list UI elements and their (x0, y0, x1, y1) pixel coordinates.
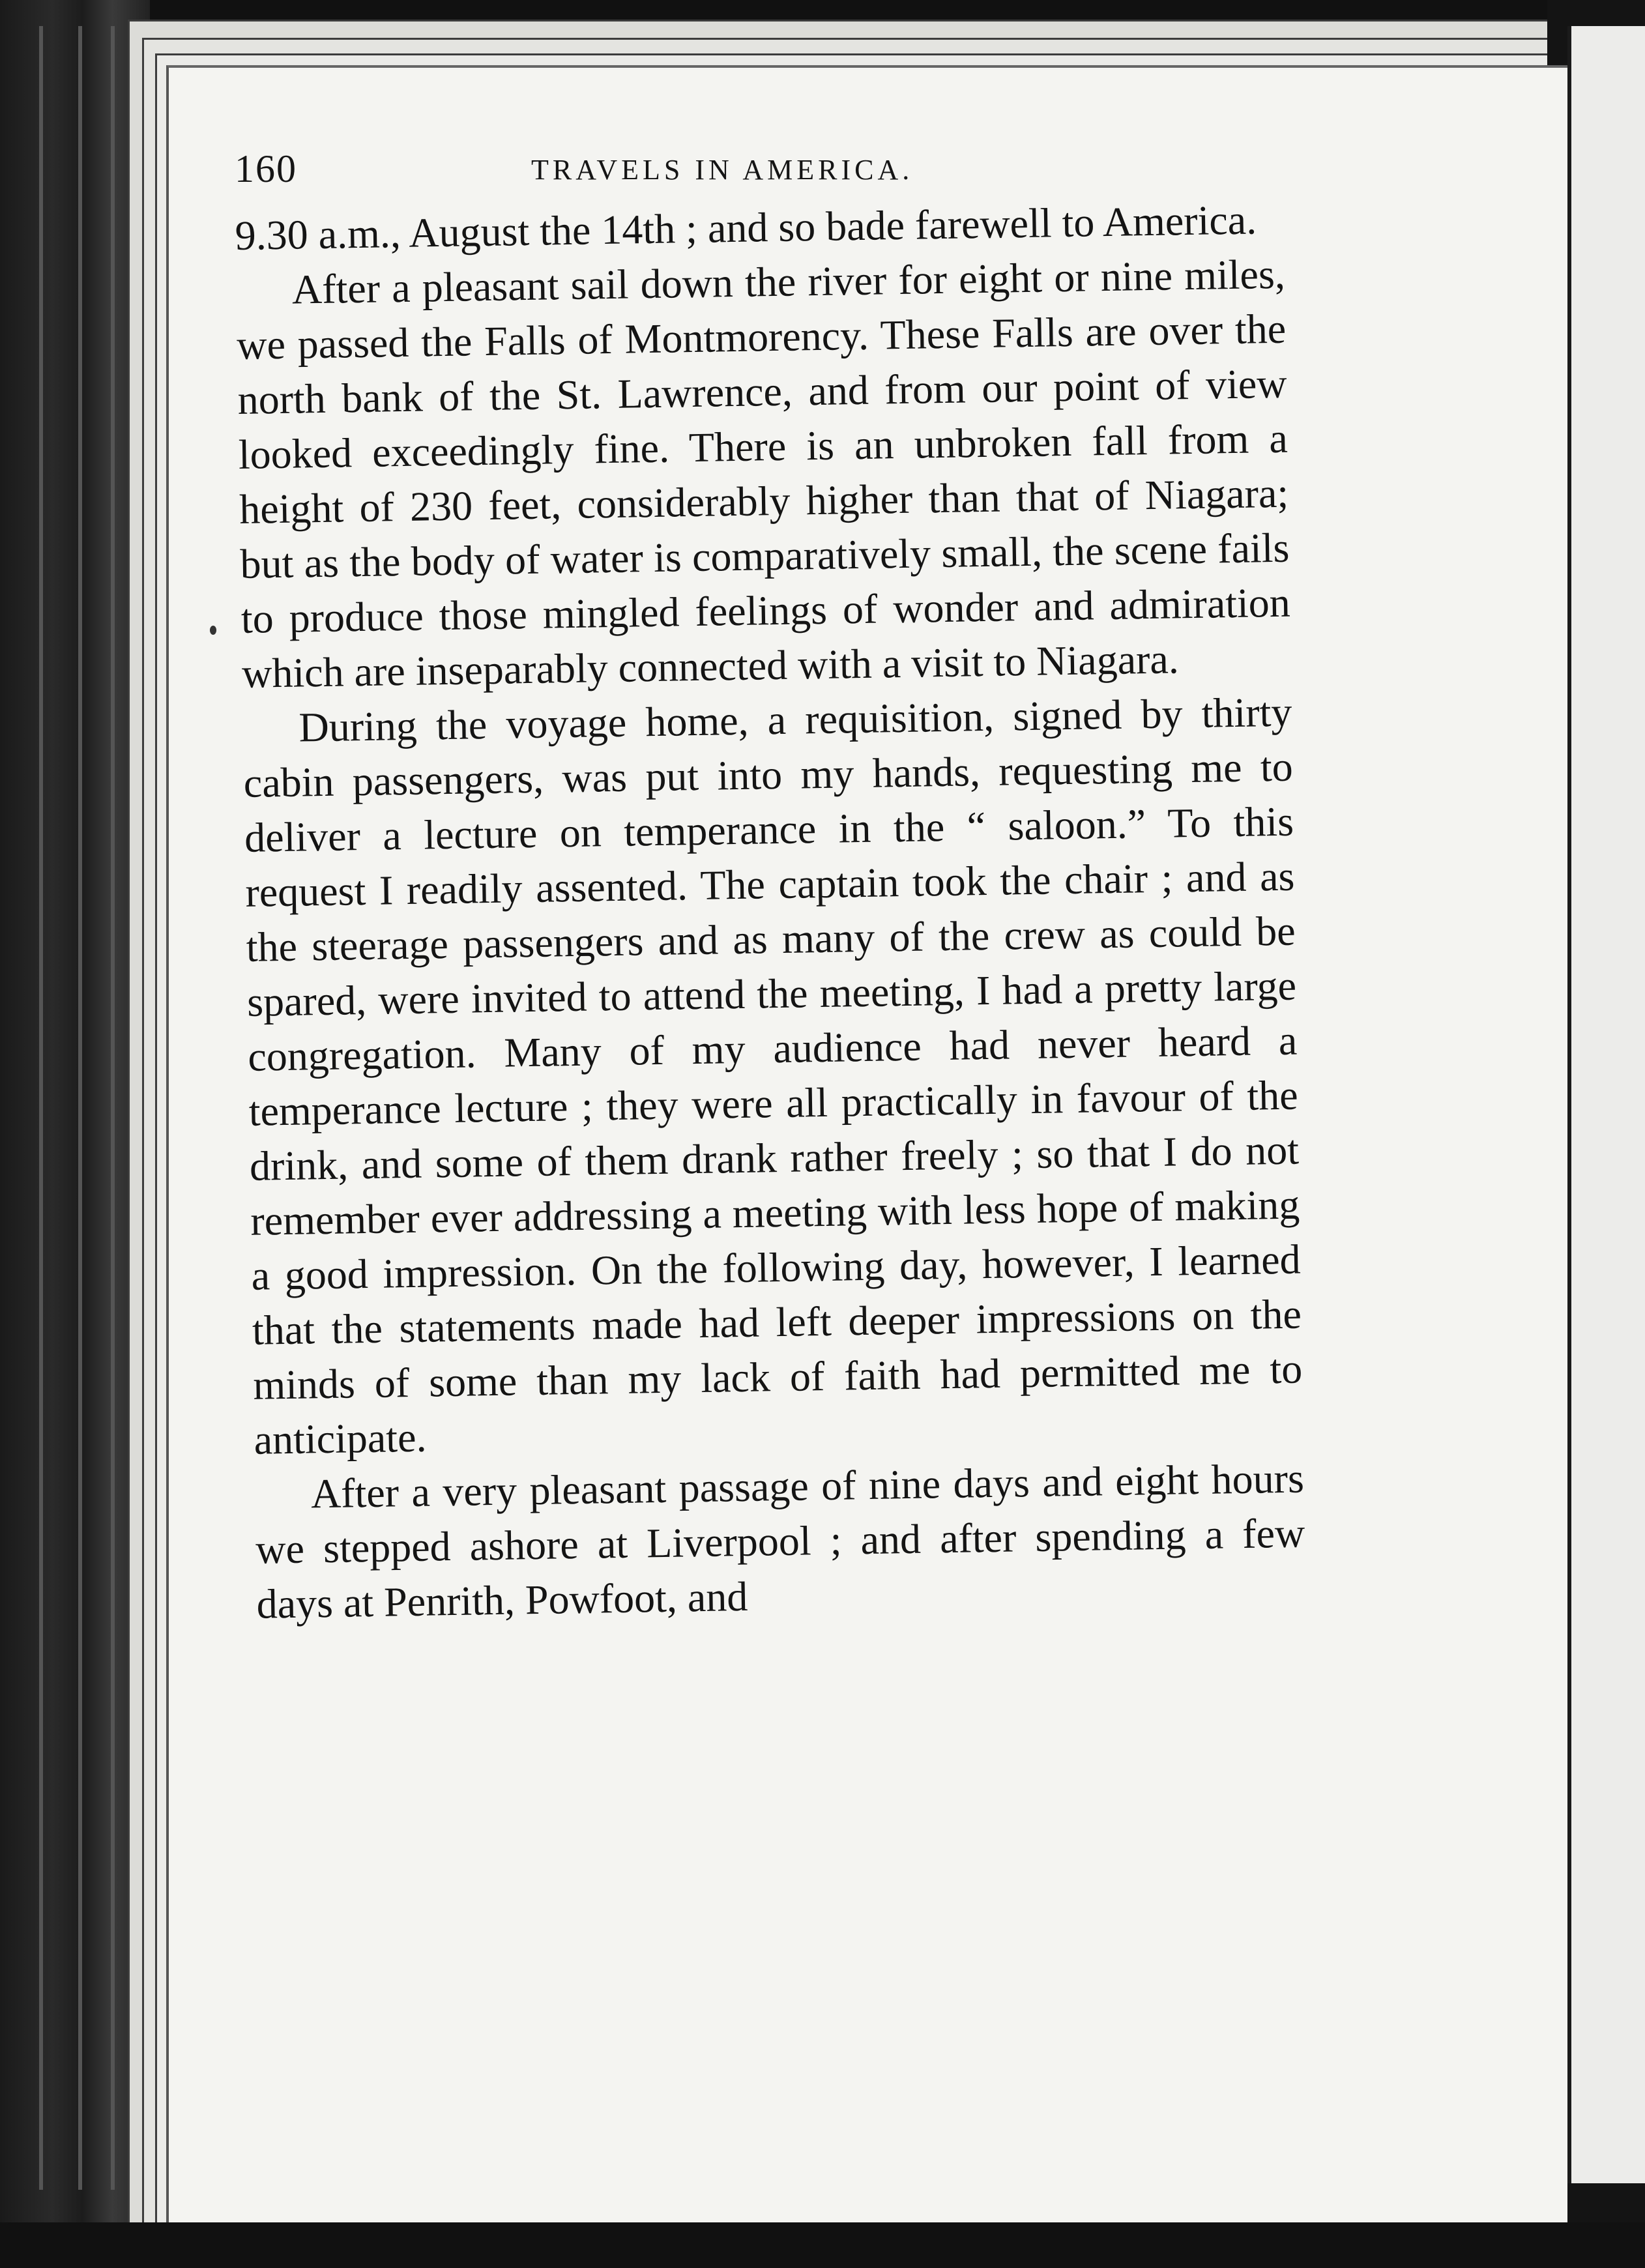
paragraph: After a pleasant sail down the river for eight or nine miles, we passed the Falls of Montmorency. These Falls are over the north bank of the St. Lawrence, and from our point of view looked exceedingly fine. There is an unbroken fall from a height of 230 feet, considerably higher than that of Niagara; but as the body of water is comparatively small, the scene fails to produce those mingled feelings of wonder and admiration which are inseparably connected with a visit to Niagara. (236, 250, 1291, 697)
page-header (235, 147, 1160, 192)
page-number: 160 (235, 147, 297, 190)
body-text (235, 192, 1306, 1632)
ink-speck (210, 626, 216, 635)
binding-line (111, 26, 115, 2190)
paragraph: 9.30 a.m., August the 14th ; and so bade farewell to America. (235, 196, 1257, 259)
paragraph: After a very pleasant passage of nine days and eight hours we stepped ashore at Liverpool ; and after spending a few days at Penrith, Powfoot, and (255, 1455, 1305, 1627)
bottom-dark-margin (0, 2222, 1645, 2268)
binding-line (78, 26, 82, 2190)
running-head: TRAVELS IN AMERICA. (531, 154, 914, 186)
facing-page-edge (1567, 26, 1645, 2183)
paragraph: During the voyage home, a requisition, signed by thirty cabin passengers, was put into my hands, requesting me to deliver a lecture on temperance in the “ saloon.” To this request I readily assented. The captain took the chair ; and as the steerage passengers and as many of the crew as could be spared, were invited to attend the meeting, I had a pretty large congregation. Many of my audience had never heard a temperance lecture ; they were all practically in favour of the drink, and some of them drank rather freely ; so that I do not remember ever addressing a meeting with less hope of making a good impression. On the following day, however, I learned that the statements made had left deeper impressions on the minds of some than my lack of faith had permitted me to anticipate. (243, 688, 1303, 1463)
binding-line (39, 26, 43, 2190)
